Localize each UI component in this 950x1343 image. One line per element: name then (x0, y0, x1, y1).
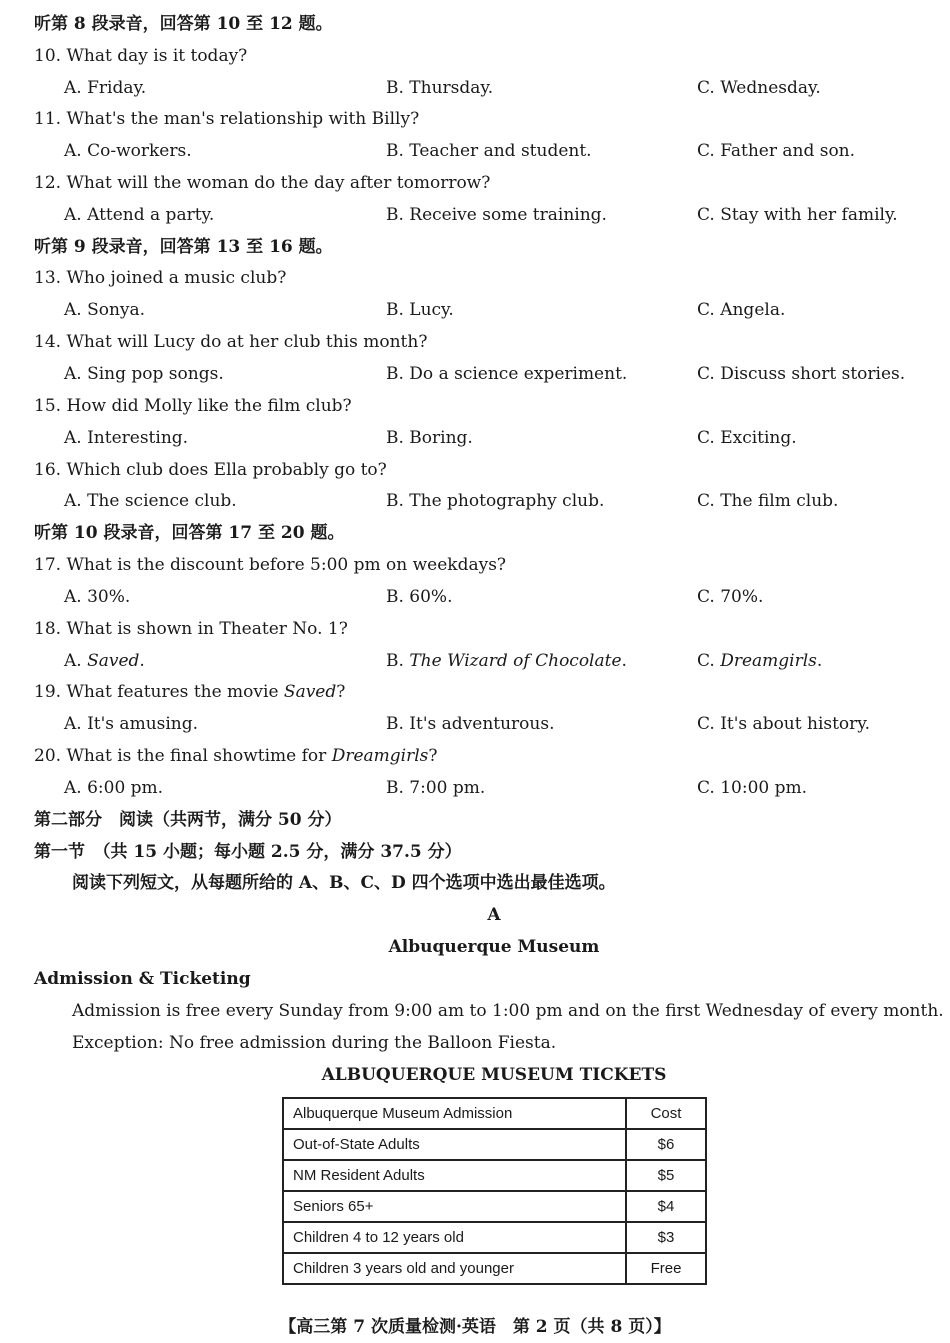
ticket-type: Out-of-State Adults (283, 1129, 626, 1160)
table-row (283, 1222, 706, 1253)
ticket-cost: $5 (626, 1160, 706, 1191)
table-header-row (283, 1098, 706, 1129)
q14-option-a: A. Sing pop songs. (64, 364, 224, 384)
section-10-instruction: 听第 10 段录音，回答第 17 至 20 题。 (34, 523, 345, 543)
ticket-type: Children 3 years old and younger (283, 1253, 626, 1284)
page-footer: 【高三第 7 次质量检测·英语 第 2 页（共 8 页）】 (279, 1317, 671, 1337)
ticket-cost: Free (626, 1253, 706, 1284)
q17-option-c: C. 70%. (697, 587, 764, 607)
table-row (283, 1253, 706, 1284)
reading-instruction: 阅读下列短文，从每题所给的 A、B、C、D 四个选项中选出最佳选项。 (72, 873, 616, 893)
table-header-cell: Albuquerque Museum Admission (283, 1098, 626, 1129)
table-row (283, 1191, 706, 1222)
q20-option-c: C. 10:00 pm. (697, 778, 808, 798)
part2-section1: 第一节 （共 15 小题；每小题 2.5 分，满分 37.5 分） (34, 842, 462, 862)
admission-paragraph-2: Exception: No free admission during the Balloon Fiesta. (72, 1033, 557, 1053)
q13-option-a: A. Sonya. (64, 300, 146, 320)
question-16: 16. Which club does Ella probably go to? (34, 460, 387, 480)
q19-option-a: A. It's amusing. (64, 714, 199, 734)
admission-paragraph-1: Admission is free every Sunday from 9:00 am to 1:00 pm and on the first Wednesday of every month. (72, 1001, 944, 1021)
q12-option-c: C. Stay with her family. (697, 205, 898, 225)
ticket-type: NM Resident Adults (283, 1160, 626, 1191)
question-19: 19. What features the movie Saved? (34, 682, 346, 702)
q15-option-b: B. Boring. (386, 428, 473, 448)
question-10: 10. What day is it today? (34, 46, 248, 66)
passage-letter: A (487, 905, 501, 925)
question-13: 13. Who joined a music club? (34, 268, 287, 288)
q13-option-c: C. Angela. (697, 300, 786, 320)
table-row (283, 1160, 706, 1191)
q13-option-b: B. Lucy. (386, 300, 454, 320)
q18-option-a: A. Saved. (64, 651, 145, 671)
q11-option-a: A. Co-workers. (64, 141, 192, 161)
admission-subheading: Admission & Ticketing (34, 969, 251, 989)
question-12: 12. What will the woman do the day after tomorrow? (34, 173, 491, 193)
part2-heading: 第二部分 阅读（共两节，满分 50 分） (34, 810, 342, 830)
q16-option-a: A. The science club. (64, 491, 237, 511)
question-20: 20. What is the final showtime for Dreamgirls? (34, 746, 438, 766)
q10-option-b: B. Thursday. (386, 78, 494, 98)
ticket-type: Children 4 to 12 years old (283, 1222, 626, 1253)
q14-option-c: C. Discuss short stories. (697, 364, 906, 384)
q16-option-c: C. The film club. (697, 491, 839, 511)
section-9-instruction: 听第 9 段录音，回答第 13 至 16 题。 (34, 237, 333, 257)
section-8-instruction: 听第 8 段录音，回答第 10 至 12 题。 (34, 14, 333, 34)
table-header-cell: Cost (626, 1098, 706, 1129)
q17-option-b: B. 60%. (386, 587, 453, 607)
q14-option-b: B. Do a science experiment. (386, 364, 628, 384)
q10-option-a: A. Friday. (64, 78, 147, 98)
question-17: 17. What is the discount before 5:00 pm on weekdays? (34, 555, 507, 575)
question-18: 18. What is shown in Theater No. 1? (34, 619, 348, 639)
table-row (283, 1129, 706, 1160)
tickets-table-title: ALBUQUERQUE MUSEUM TICKETS (321, 1065, 667, 1085)
question-14: 14. What will Lucy do at her club this month? (34, 332, 428, 352)
q11-option-c: C. Father and son. (697, 141, 856, 161)
q15-option-a: A. Interesting. (64, 428, 189, 448)
q18-option-c: C. Dreamgirls. (697, 651, 823, 671)
tickets-table (282, 1097, 707, 1285)
question-15: 15. How did Molly like the film club? (34, 396, 352, 416)
q20-option-b: B. 7:00 pm. (386, 778, 486, 798)
q19-option-c: C. It's about history. (697, 714, 871, 734)
passage-title: Albuquerque Museum (388, 937, 600, 957)
ticket-cost: $6 (626, 1129, 706, 1160)
question-11: 11. What's the man's relationship with Billy? (34, 109, 420, 129)
q11-option-b: B. Teacher and student. (386, 141, 592, 161)
q20-option-a: A. 6:00 pm. (64, 778, 164, 798)
q18-option-b: B. The Wizard of Chocolate. (386, 651, 627, 671)
ticket-cost: $4 (626, 1191, 706, 1222)
ticket-type: Seniors 65+ (283, 1191, 626, 1222)
q10-option-c: C. Wednesday. (697, 78, 821, 98)
q16-option-b: B. The photography club. (386, 491, 605, 511)
q19-option-b: B. It's adventurous. (386, 714, 555, 734)
q12-option-a: A. Attend a party. (64, 205, 215, 225)
q17-option-a: A. 30%. (64, 587, 131, 607)
q12-option-b: B. Receive some training. (386, 205, 607, 225)
q15-option-c: C. Exciting. (697, 428, 797, 448)
ticket-cost: $3 (626, 1222, 706, 1253)
